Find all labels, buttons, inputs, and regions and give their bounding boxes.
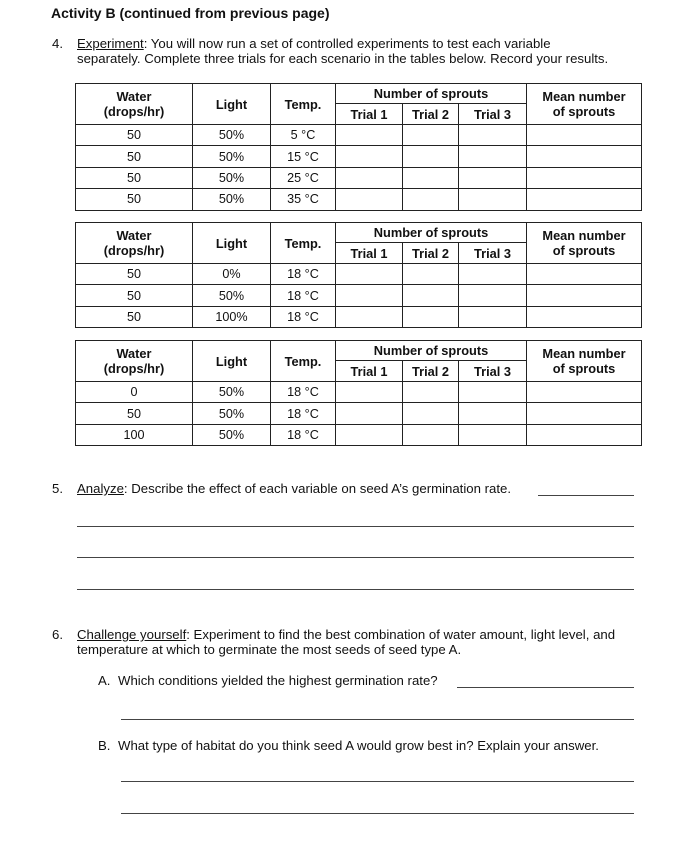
cell-trial2[interactable] bbox=[403, 306, 459, 327]
cell-mean[interactable] bbox=[527, 403, 642, 424]
question-number: 4. bbox=[52, 36, 63, 51]
header-trial-1: Trial 1 bbox=[336, 243, 403, 264]
cell-mean[interactable] bbox=[527, 306, 642, 327]
cell-mean[interactable] bbox=[527, 189, 642, 210]
cell-trial1[interactable] bbox=[336, 146, 403, 167]
table-row bbox=[76, 306, 642, 327]
question-text-line2: temperature at which to germinate the most seeds of seed type A. bbox=[77, 642, 462, 657]
cell-trial2[interactable] bbox=[403, 167, 459, 188]
cell-trial1[interactable] bbox=[336, 285, 403, 306]
cell-light: 100% bbox=[193, 306, 271, 327]
cell-trial2[interactable] bbox=[403, 189, 459, 210]
cell-temp: 18 °C bbox=[271, 264, 336, 285]
cell-trial2[interactable] bbox=[403, 125, 459, 146]
cell-trial2[interactable] bbox=[403, 146, 459, 167]
header-trial-3: Trial 3 bbox=[459, 243, 527, 264]
table-row bbox=[76, 264, 642, 285]
header-number-of-sprouts: Number of sprouts bbox=[336, 223, 527, 243]
cell-mean[interactable] bbox=[527, 146, 642, 167]
table-row bbox=[76, 189, 642, 210]
header-trial-3: Trial 3 bbox=[459, 361, 527, 382]
cell-trial3[interactable] bbox=[459, 306, 527, 327]
cell-trial1[interactable] bbox=[336, 424, 403, 445]
cell-water: 50 bbox=[76, 306, 193, 327]
cell-water: 50 bbox=[76, 125, 193, 146]
header-temp: Temp. bbox=[271, 341, 336, 382]
table-row bbox=[76, 382, 642, 403]
answer-line[interactable] bbox=[538, 495, 634, 496]
question-number: 5. bbox=[52, 481, 63, 496]
answer-line[interactable] bbox=[77, 526, 634, 527]
temperature-trials-table bbox=[75, 83, 642, 211]
header-temp: Temp. bbox=[271, 223, 336, 264]
cell-mean[interactable] bbox=[527, 382, 642, 403]
cell-water: 50 bbox=[76, 189, 193, 210]
cell-light: 50% bbox=[193, 146, 271, 167]
cell-temp: 35 °C bbox=[271, 189, 336, 210]
question-text: : Experiment to find the best combination of water amount, light level, and bbox=[186, 627, 616, 642]
header-mean: Mean number of sprouts bbox=[527, 341, 642, 382]
question-label: Challenge yourself bbox=[77, 627, 187, 642]
header-trial-3: Trial 3 bbox=[459, 104, 527, 125]
table-row bbox=[76, 146, 642, 167]
cell-trial1[interactable] bbox=[336, 306, 403, 327]
cell-trial3[interactable] bbox=[459, 403, 527, 424]
cell-trial2[interactable] bbox=[403, 424, 459, 445]
header-light: Light bbox=[193, 341, 271, 382]
cell-temp: 18 °C bbox=[271, 285, 336, 306]
answer-line[interactable] bbox=[457, 687, 634, 688]
answer-line[interactable] bbox=[77, 557, 634, 558]
header-mean: Mean number of sprouts bbox=[527, 223, 642, 264]
cell-trial1[interactable] bbox=[336, 264, 403, 285]
header-trial-1: Trial 1 bbox=[336, 104, 403, 125]
cell-temp: 18 °C bbox=[271, 424, 336, 445]
cell-trial3[interactable] bbox=[459, 125, 527, 146]
cell-light: 50% bbox=[193, 382, 271, 403]
cell-temp: 18 °C bbox=[271, 306, 336, 327]
cell-light: 50% bbox=[193, 285, 271, 306]
question-text: : Describe the effect of each variable on seed A’s germination rate. bbox=[123, 481, 511, 496]
cell-temp: 15 °C bbox=[271, 146, 336, 167]
cell-mean[interactable] bbox=[527, 264, 642, 285]
cell-light: 50% bbox=[193, 125, 271, 146]
table-row bbox=[76, 403, 642, 424]
cell-mean[interactable] bbox=[527, 125, 642, 146]
cell-light: 50% bbox=[193, 424, 271, 445]
header-number-of-sprouts: Number of sprouts bbox=[336, 341, 527, 361]
question-text-line2: separately. Complete three trials for each scenario in the tables below. Record your results. bbox=[77, 51, 609, 66]
cell-temp: 5 °C bbox=[271, 125, 336, 146]
cell-trial1[interactable] bbox=[336, 125, 403, 146]
cell-trial2[interactable] bbox=[403, 403, 459, 424]
cell-trial1[interactable] bbox=[336, 167, 403, 188]
answer-line[interactable] bbox=[121, 719, 634, 720]
cell-water: 50 bbox=[76, 285, 193, 306]
header-trial-1: Trial 1 bbox=[336, 361, 403, 382]
question-text: : You will now run a set of controlled experiments to test each variable bbox=[143, 36, 551, 51]
cell-water: 50 bbox=[76, 146, 193, 167]
cell-light: 50% bbox=[193, 189, 271, 210]
cell-trial3[interactable] bbox=[459, 189, 527, 210]
question-number: 6. bbox=[52, 627, 63, 642]
cell-trial1[interactable] bbox=[336, 382, 403, 403]
cell-water: 50 bbox=[76, 167, 193, 188]
header-trial-2: Trial 2 bbox=[403, 361, 459, 382]
header-water: Water (drops/hr) bbox=[76, 223, 193, 264]
cell-trial2[interactable] bbox=[403, 285, 459, 306]
cell-trial3[interactable] bbox=[459, 285, 527, 306]
cell-trial3[interactable] bbox=[459, 146, 527, 167]
water-trials-table bbox=[75, 340, 642, 446]
cell-mean[interactable] bbox=[527, 424, 642, 445]
cell-water: 0 bbox=[76, 382, 193, 403]
cell-trial2[interactable] bbox=[403, 382, 459, 403]
cell-trial1[interactable] bbox=[336, 403, 403, 424]
light-trials-table bbox=[75, 222, 642, 328]
cell-water: 50 bbox=[76, 403, 193, 424]
cell-light: 50% bbox=[193, 403, 271, 424]
header-trial-2: Trial 2 bbox=[403, 104, 459, 125]
cell-temp: 18 °C bbox=[271, 382, 336, 403]
answer-line[interactable] bbox=[77, 589, 634, 590]
header-temp: Temp. bbox=[271, 84, 336, 125]
header-light: Light bbox=[193, 223, 271, 264]
cell-light: 50% bbox=[193, 167, 271, 188]
answer-line[interactable] bbox=[121, 813, 634, 814]
table-row bbox=[76, 125, 642, 146]
cell-mean[interactable] bbox=[527, 167, 642, 188]
cell-temp: 18 °C bbox=[271, 403, 336, 424]
cell-mean[interactable] bbox=[527, 285, 642, 306]
header-water: Water (drops/hr) bbox=[76, 341, 193, 382]
answer-line[interactable] bbox=[121, 781, 634, 782]
header-mean: Mean number of sprouts bbox=[527, 84, 642, 125]
cell-light: 0% bbox=[193, 264, 271, 285]
header-trial-2: Trial 2 bbox=[403, 243, 459, 264]
header-water: Water (drops/hr) bbox=[76, 84, 193, 125]
question-label: Experiment bbox=[77, 36, 144, 51]
cell-trial3[interactable] bbox=[459, 424, 527, 445]
cell-trial3[interactable] bbox=[459, 167, 527, 188]
cell-trial3[interactable] bbox=[459, 382, 527, 403]
header-light: Light bbox=[193, 84, 271, 125]
table-row bbox=[76, 424, 642, 445]
cell-trial3[interactable] bbox=[459, 264, 527, 285]
cell-trial1[interactable] bbox=[336, 189, 403, 210]
table-row bbox=[76, 167, 642, 188]
cell-water: 50 bbox=[76, 264, 193, 285]
activity-heading: Activity B (continued from previous page) bbox=[51, 5, 330, 21]
header-number-of-sprouts: Number of sprouts bbox=[336, 84, 527, 104]
cell-water: 100 bbox=[76, 424, 193, 445]
table-row bbox=[76, 285, 642, 306]
cell-temp: 25 °C bbox=[271, 167, 336, 188]
question-label: Analyze bbox=[77, 481, 124, 496]
cell-trial2[interactable] bbox=[403, 264, 459, 285]
